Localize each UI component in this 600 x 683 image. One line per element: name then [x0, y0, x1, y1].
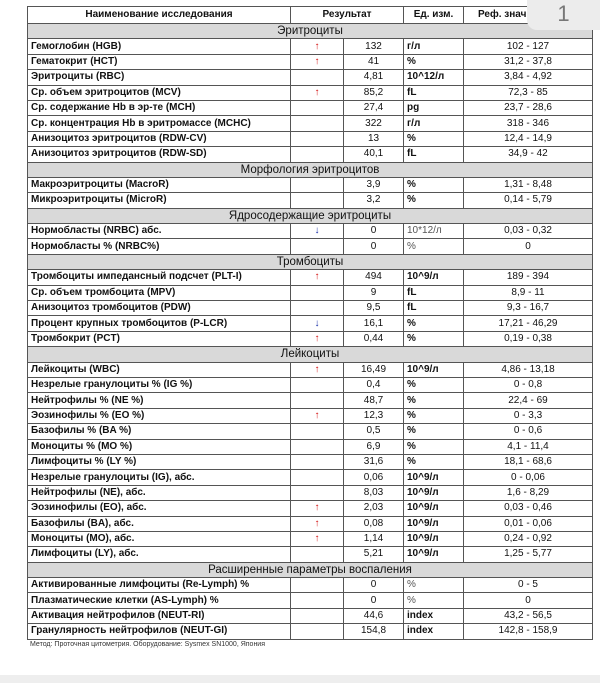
header-unit: Ед. изм.	[404, 7, 464, 24]
result-value: 27,4	[344, 100, 404, 115]
test-name: Гемоглобин (HGB)	[28, 39, 291, 54]
test-name: Моноциты (MO), абс.	[28, 531, 291, 546]
abnormal-flag-icon	[291, 593, 344, 608]
test-name: Незрелые гранулоциты % (IG %)	[28, 377, 291, 392]
table-row	[28, 270, 593, 285]
test-name: Нормобласты % (NRBC%)	[28, 239, 291, 254]
test-name: Ср. концентрация Hb в эритромассе (MCHC)	[28, 116, 291, 131]
unit-value: pg	[404, 100, 464, 115]
test-name: Гранулярность нейтрофилов (NEUT-GI)	[28, 624, 291, 639]
reference-range: 142,8 - 158,9	[464, 624, 593, 639]
unit-value: г/л	[404, 39, 464, 54]
result-value: 0,08	[344, 516, 404, 531]
section-header-row	[28, 162, 593, 177]
abnormal-flag-icon: ↑	[291, 331, 344, 346]
unit-value: %	[404, 131, 464, 146]
result-value: 9	[344, 285, 404, 300]
abnormal-flag-icon	[291, 70, 344, 85]
reference-range: 72,3 - 85	[464, 85, 593, 100]
abnormal-flag-icon: ↓	[291, 224, 344, 239]
table-row	[28, 331, 593, 346]
reference-range: 318 - 346	[464, 116, 593, 131]
abnormal-flag-icon: ↑	[291, 362, 344, 377]
section-header-row	[28, 562, 593, 577]
abnormal-flag-icon	[291, 147, 344, 162]
reference-range: 0	[464, 593, 593, 608]
reference-range: 17,21 - 46,29	[464, 316, 593, 331]
abnormal-flag-icon	[291, 624, 344, 639]
result-value: 494	[344, 270, 404, 285]
reference-range: 23,7 - 28,6	[464, 100, 593, 115]
unit-value: %	[404, 593, 464, 608]
results-table	[27, 6, 593, 640]
section-title: Тромбоциты	[28, 254, 593, 269]
unit-value: %	[404, 54, 464, 69]
table-row	[28, 85, 593, 100]
abnormal-flag-icon: ↑	[291, 408, 344, 423]
test-name: Нейтрофилы (NE), абс.	[28, 485, 291, 500]
result-value: 31,6	[344, 454, 404, 469]
result-value: 3,2	[344, 193, 404, 208]
table-row	[28, 301, 593, 316]
reference-range: 0 - 0,6	[464, 424, 593, 439]
table-row	[28, 578, 593, 593]
reference-range: 1,31 - 8,48	[464, 177, 593, 192]
result-value: 0,5	[344, 424, 404, 439]
result-value: 2,03	[344, 501, 404, 516]
header-result: Результат	[291, 7, 404, 24]
unit-value: %	[404, 578, 464, 593]
table-row	[28, 70, 593, 85]
reference-range: 9,3 - 16,7	[464, 301, 593, 316]
unit-value: fL	[404, 285, 464, 300]
result-value: 1,14	[344, 531, 404, 546]
test-name: Активированные лимфоциты (Re-Lymph) %	[28, 578, 291, 593]
result-value: 44,6	[344, 608, 404, 623]
unit-value: %	[404, 439, 464, 454]
result-value: 0,4	[344, 377, 404, 392]
unit-value: г/л	[404, 116, 464, 131]
header-name: Наименование исследования	[28, 7, 291, 24]
table-row	[28, 131, 593, 146]
table-row	[28, 54, 593, 69]
table-row	[28, 516, 593, 531]
method-note: Метод: Проточная цитометрия. Оборудование: Sysmex SN1000, Япония	[30, 641, 266, 648]
reference-range: 0 - 0,06	[464, 470, 593, 485]
result-value: 132	[344, 39, 404, 54]
unit-value: 10^9/л	[404, 516, 464, 531]
abnormal-flag-icon	[291, 578, 344, 593]
table-row	[28, 224, 593, 239]
abnormal-flag-icon: ↑	[291, 501, 344, 516]
unit-value: 10^9/л	[404, 485, 464, 500]
test-name: Ср. объем тромбоцита (MPV)	[28, 285, 291, 300]
table-row	[28, 316, 593, 331]
table-row	[28, 116, 593, 131]
test-name: Анизоцитоз тромбоцитов (PDW)	[28, 301, 291, 316]
section-title: Морфология эритроцитов	[28, 162, 593, 177]
table-row	[28, 377, 593, 392]
table-row	[28, 608, 593, 623]
unit-value: 10^9/л	[404, 470, 464, 485]
result-value: 9,5	[344, 301, 404, 316]
abnormal-flag-icon: ↑	[291, 270, 344, 285]
reference-range: 12,4 - 14,9	[464, 131, 593, 146]
reference-range: 0,03 - 0,46	[464, 501, 593, 516]
reference-range: 31,2 - 37,8	[464, 54, 593, 69]
reference-range: 0,03 - 0,32	[464, 224, 593, 239]
test-name: Нормобласты (NRBC) абс.	[28, 224, 291, 239]
result-value: 0	[344, 578, 404, 593]
reference-range: 0 - 0,8	[464, 377, 593, 392]
reference-range: 0,19 - 0,38	[464, 331, 593, 346]
table-header-row	[28, 7, 593, 24]
test-name: Микроэритроциты (MicroR)	[28, 193, 291, 208]
reference-range: 1,25 - 5,77	[464, 547, 593, 562]
test-name: Эритроциты (RBC)	[28, 70, 291, 85]
table-row	[28, 454, 593, 469]
unit-value: 10^9/л	[404, 270, 464, 285]
table-row	[28, 439, 593, 454]
section-header-row	[28, 24, 593, 39]
test-name: Тромбокрит (PCT)	[28, 331, 291, 346]
unit-value: %	[404, 239, 464, 254]
test-name: Ср. объем эритроцитов (MCV)	[28, 85, 291, 100]
section-title: Расширенные параметры воспаления	[28, 562, 593, 577]
abnormal-flag-icon	[291, 393, 344, 408]
result-value: 16,49	[344, 362, 404, 377]
result-value: 48,7	[344, 393, 404, 408]
abnormal-flag-icon	[291, 485, 344, 500]
test-name: Эозинофилы (EO), абс.	[28, 501, 291, 516]
table-row	[28, 100, 593, 115]
results-body	[28, 24, 593, 640]
result-value: 0,44	[344, 331, 404, 346]
test-name: Базофилы % (BA %)	[28, 424, 291, 439]
test-name: Лимфоциты % (LY %)	[28, 454, 291, 469]
reference-range: 0,14 - 5,79	[464, 193, 593, 208]
result-value: 40,1	[344, 147, 404, 162]
unit-value: 10^9/л	[404, 547, 464, 562]
reference-range: 8,9 - 11	[464, 285, 593, 300]
test-name: Незрелые гранулоциты (IG), абс.	[28, 470, 291, 485]
result-value: 0	[344, 239, 404, 254]
reference-range: 3,84 - 4,92	[464, 70, 593, 85]
abnormal-flag-icon	[291, 470, 344, 485]
reference-range: 0,24 - 0,92	[464, 531, 593, 546]
unit-value: index	[404, 608, 464, 623]
reference-range: 34,9 - 42	[464, 147, 593, 162]
reference-range: 1,6 - 8,29	[464, 485, 593, 500]
reference-range: 189 - 394	[464, 270, 593, 285]
table-row	[28, 177, 593, 192]
unit-value: 10^9/л	[404, 531, 464, 546]
abnormal-flag-icon	[291, 439, 344, 454]
table-row	[28, 285, 593, 300]
test-name: Эозинофилы % (EO %)	[28, 408, 291, 423]
result-value: 0	[344, 593, 404, 608]
unit-value: %	[404, 331, 464, 346]
reference-range: 0 - 5	[464, 578, 593, 593]
test-name: Ср. содержание Hb в эр-те (MCH)	[28, 100, 291, 115]
abnormal-flag-icon	[291, 285, 344, 300]
test-name: Моноциты % (MO %)	[28, 439, 291, 454]
result-value: 0,06	[344, 470, 404, 485]
test-name: Процент крупных тромбоцитов (P-LCR)	[28, 316, 291, 331]
abnormal-flag-icon	[291, 239, 344, 254]
test-name: Лимфоциты (LY), абс.	[28, 547, 291, 562]
section-header-row	[28, 208, 593, 223]
test-name: Активация нейтрофилов (NEUT-RI)	[28, 608, 291, 623]
result-value: 13	[344, 131, 404, 146]
table-row	[28, 593, 593, 608]
unit-value: %	[404, 377, 464, 392]
abnormal-flag-icon	[291, 131, 344, 146]
table-row	[28, 39, 593, 54]
section-header-row	[28, 347, 593, 362]
test-name: Гематокрит (HCT)	[28, 54, 291, 69]
table-row	[28, 547, 593, 562]
table-row	[28, 408, 593, 423]
test-name: Нейтрофилы % (NE %)	[28, 393, 291, 408]
result-value: 4,81	[344, 70, 404, 85]
test-name: Базофилы (BA), абс.	[28, 516, 291, 531]
reference-range: 18,1 - 68,6	[464, 454, 593, 469]
unit-value: fL	[404, 85, 464, 100]
reference-range: 102 - 127	[464, 39, 593, 54]
reference-range: 22,4 - 69	[464, 393, 593, 408]
reference-range: 4,1 - 11,4	[464, 439, 593, 454]
table-row	[28, 470, 593, 485]
abnormal-flag-icon: ↑	[291, 85, 344, 100]
unit-value: %	[404, 393, 464, 408]
abnormal-flag-icon: ↓	[291, 316, 344, 331]
reference-range: 0 - 3,3	[464, 408, 593, 423]
abnormal-flag-icon	[291, 424, 344, 439]
header-ref: Реф. знач	[464, 7, 593, 24]
abnormal-flag-icon	[291, 177, 344, 192]
result-value: 16,1	[344, 316, 404, 331]
result-value: 6,9	[344, 439, 404, 454]
table-row	[28, 239, 593, 254]
unit-value: 10^9/л	[404, 501, 464, 516]
table-row	[28, 193, 593, 208]
table-row	[28, 393, 593, 408]
unit-value: fL	[404, 301, 464, 316]
section-title: Эритроциты	[28, 24, 593, 39]
bottom-band	[0, 675, 600, 683]
abnormal-flag-icon	[291, 193, 344, 208]
page-number-badge: 1	[527, 0, 600, 30]
abnormal-flag-icon	[291, 116, 344, 131]
table-row	[28, 501, 593, 516]
abnormal-flag-icon	[291, 454, 344, 469]
table-row	[28, 424, 593, 439]
abnormal-flag-icon	[291, 301, 344, 316]
test-name: Макроэритроциты (MacroR)	[28, 177, 291, 192]
result-value: 8,03	[344, 485, 404, 500]
unit-value: %	[404, 424, 464, 439]
result-value: 5,21	[344, 547, 404, 562]
unit-value: %	[404, 408, 464, 423]
section-title: Ядросодержащие эритроциты	[28, 208, 593, 223]
reference-range: 0,01 - 0,06	[464, 516, 593, 531]
test-name: Анизоцитоз эритроцитов (RDW-SD)	[28, 147, 291, 162]
abnormal-flag-icon	[291, 547, 344, 562]
unit-value: fL	[404, 147, 464, 162]
abnormal-flag-icon	[291, 608, 344, 623]
result-value: 322	[344, 116, 404, 131]
test-name: Лейкоциты (WBC)	[28, 362, 291, 377]
result-value: 3,9	[344, 177, 404, 192]
unit-value: index	[404, 624, 464, 639]
table-row	[28, 147, 593, 162]
unit-value: %	[404, 177, 464, 192]
table-row	[28, 531, 593, 546]
unit-value: 10^12/л	[404, 70, 464, 85]
test-name: Тромбоциты импедансный подсчет (PLT-I)	[28, 270, 291, 285]
abnormal-flag-icon: ↑	[291, 516, 344, 531]
reference-range: 4,86 - 13,18	[464, 362, 593, 377]
abnormal-flag-icon: ↑	[291, 54, 344, 69]
result-value: 154,8	[344, 624, 404, 639]
abnormal-flag-icon: ↑	[291, 39, 344, 54]
test-name: Анизоцитоз эритроцитов (RDW-CV)	[28, 131, 291, 146]
section-title: Лейкоциты	[28, 347, 593, 362]
reference-range: 0	[464, 239, 593, 254]
unit-value: %	[404, 193, 464, 208]
table-row	[28, 624, 593, 639]
unit-value: %	[404, 454, 464, 469]
table-row	[28, 485, 593, 500]
abnormal-flag-icon	[291, 100, 344, 115]
abnormal-flag-icon	[291, 377, 344, 392]
result-value: 41	[344, 54, 404, 69]
test-name: Плазматические клетки (AS-Lymph) %	[28, 593, 291, 608]
unit-value: %	[404, 316, 464, 331]
result-value: 85,2	[344, 85, 404, 100]
result-value: 0	[344, 224, 404, 239]
result-value: 12,3	[344, 408, 404, 423]
unit-value: 10*12/л	[404, 224, 464, 239]
unit-value: 10^9/л	[404, 362, 464, 377]
reference-range: 43,2 - 56,5	[464, 608, 593, 623]
section-header-row	[28, 254, 593, 269]
table-row	[28, 362, 593, 377]
abnormal-flag-icon: ↑	[291, 531, 344, 546]
